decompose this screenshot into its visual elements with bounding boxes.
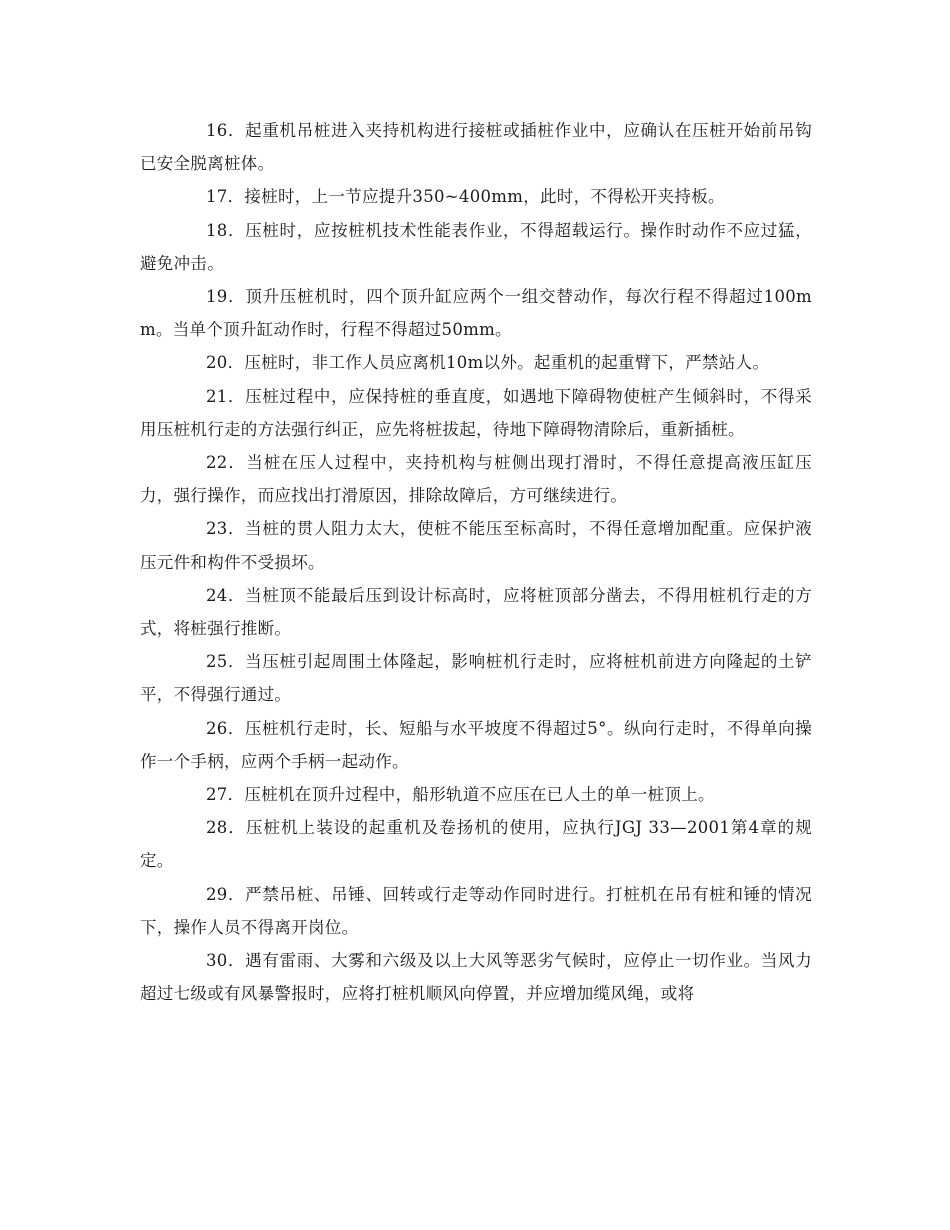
paragraph-25: 25．当压桩引起周围土体隆起，影响桩机行走时，应将桩机前进方向隆起的土铲平，不得强行通过。 (140, 652, 812, 705)
paragraph-18: 18．压桩时，应按桩机技术性能表作业，不得超载运行。操作时动作不应过猛，避免冲击。 (140, 220, 812, 273)
paragraph-22: 22．当桩在压人过程中，夹持机构与桩侧出现打滑时，不得任意提高液压缸压力，强行操作，而应找出打滑原因，排除故障后，方可继续进行。 (140, 453, 812, 506)
paragraph-20: 20．压桩时，非工作人员应离机10m以外。起重机的起重臂下，严禁站人。 (206, 353, 770, 373)
paragraph-27: 27．压桩机在顶升过程中，船形轨道不应压在已人土的单一桩顶上。 (206, 785, 715, 805)
paragraph-30: 30．遇有雷雨、大雾和六级及以上大风等恶劣气候时，应停止一切作业。当风力超过七级或有风暴警报时，应将打桩机顺风向停置，并应增加缆风绳，或将 (140, 951, 812, 1004)
paragraph-26: 26．压桩机行走时，长、短船与水平坡度不得超过5°。纵向行走时，不得单向操作一个手柄，应两个手柄一起动作。 (140, 718, 812, 771)
paragraph-23: 23．当桩的贯人阻力太大，使桩不能压至标高时，不得任意增加配重。应保护液压元件和构件不受损坏。 (140, 519, 812, 572)
paragraph-24: 24．当桩顶不能最后压到设计标高时，应将桩顶部分凿去，不得用桩机行走的方式，将桩强行推断。 (140, 585, 812, 639)
paragraph-21: 21．压桩过程中，应保持桩的垂直度，如遇地下障碍物使桩产生倾斜时，不得采用压桩机行走的方法强行纠正，应先将桩拔起，待地下障碍物清除后，重新插桩。 (140, 386, 812, 439)
document-body (140, 114, 812, 1010)
paragraph-19: 19．顶升压桩机时，四个顶升缸应两个一组交替动作，每次行程不得超过100mm。当单个顶升缸动作时，行程不得超过50mm。 (140, 287, 812, 340)
paragraph-17: 17．接桩时，上一节应提升350~400mm，此时，不得松开夹持板。 (206, 187, 725, 207)
paragraph-28: 28．压桩机上装设的起重机及卷扬机的使用，应执行JGJ 33—2001第4章的规定。 (140, 818, 812, 871)
paragraph-29: 29．严禁吊桩、吊锤、回转或行走等动作同时进行。打桩机在吊有桩和锤的情况下，操作人员不得离开岗位。 (140, 884, 812, 937)
paragraph-16: 16．起重机吊桩进入夹持机构进行接桩或插桩作业中，应确认在压桩开始前吊钩已安全脱离桩体。 (140, 121, 812, 174)
